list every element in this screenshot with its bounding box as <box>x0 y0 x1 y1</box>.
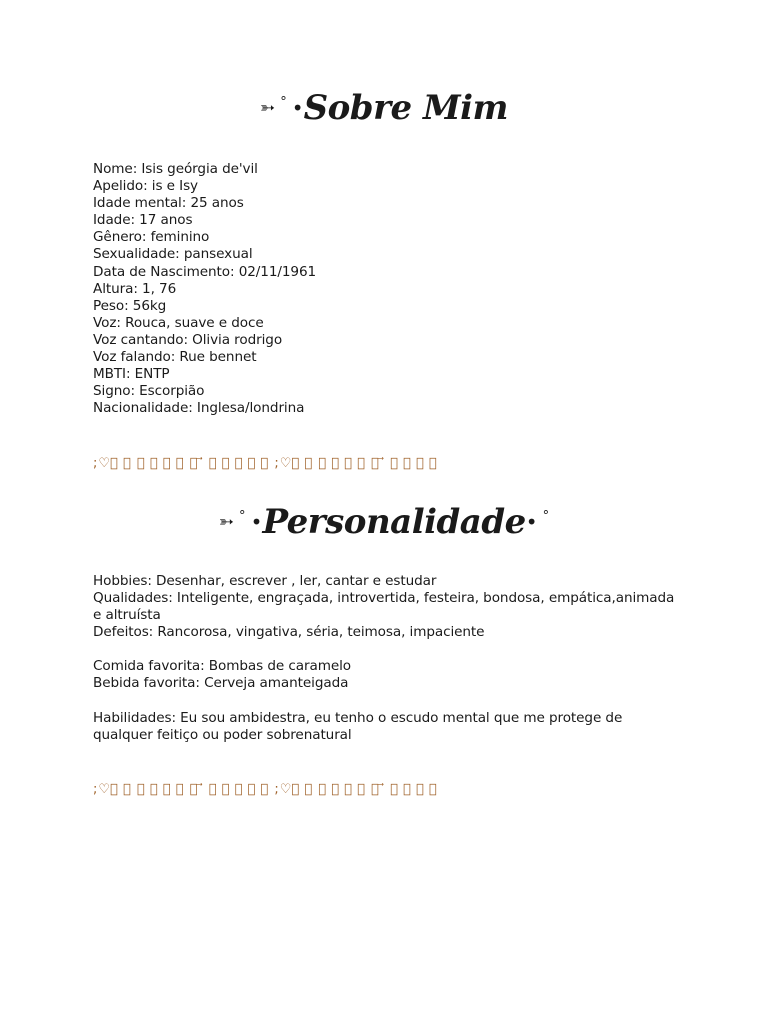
ring-icon: ° <box>239 509 246 525</box>
info-gender: Gênero: feminino <box>93 229 210 246</box>
info-speaking-voice: Voz falando: Rue bennet <box>93 349 257 366</box>
info-sexuality: Sexualidade: pansexual <box>93 246 253 263</box>
personality-food: Comida favorita: Bombas de caramelo <box>93 658 351 675</box>
about-title: Sobre Mim <box>303 88 508 128</box>
info-mbti: MBTI: ENTP <box>93 366 170 383</box>
info-age: Idade: 17 anos <box>93 212 193 229</box>
decorative-divider: ;♡⃕ ⃞ ﹐ ⃞ ⃞ ⃞ ﹒ ⃗ ⸝ ⃞ ⃞ ⃞ ⃞ ;♡⃕ ⃞ ﹐ ⃞ ⃞ ⃞ ﹒ ⃗ ⸝ ⃞ ⃞ ⃞ <box>93 456 438 471</box>
personality-abilities: Habilidades: Eu sou ambidestra, eu tenho o escudo mental que me protege de qualquer feitiço ou poder sobrenatural <box>93 709 623 743</box>
ring-icon: ° <box>280 95 287 111</box>
about-heading <box>0 88 768 128</box>
info-voice: Voz: Rouca, suave e doce <box>93 314 264 331</box>
spacer <box>93 693 683 710</box>
info-weight: Peso: 56kg <box>93 297 167 314</box>
info-birthdate: Data de Nascimento: 02/11/1961 <box>93 263 317 280</box>
info-mental-age: Idade mental: 25 anos <box>93 195 244 212</box>
ring-icon: ° <box>542 509 550 525</box>
personality-title: Personalidade <box>262 502 526 542</box>
arrow-icon: ➳ <box>218 511 234 533</box>
personality-drink: Bebida favorita: Cerveja amanteigada <box>93 675 349 692</box>
spacer <box>93 641 683 658</box>
dot-icon: • <box>291 96 304 120</box>
arrow-icon: ➳ <box>260 97 276 119</box>
personality-defects: Defeitos: Rancorosa, vingativa, séria, teimosa, impaciente <box>93 624 485 641</box>
info-nickname: Apelido: is e Isy <box>93 178 198 195</box>
personality-qualities: Qualidades: Inteligente, engraçada, introvertida, festeira, bondosa, empática,animada e altruísta <box>93 590 675 624</box>
info-nationality: Nacionalidade: Inglesa/londrina <box>93 400 305 417</box>
personality-heading <box>0 502 768 542</box>
info-name: Nome: Isis geórgia de'vil <box>93 161 258 177</box>
info-singing-voice: Voz cantando: Olivia rodrigo <box>93 331 283 348</box>
dot-icon: • <box>250 510 263 534</box>
decorative-divider: ;♡⃕ ⃞ ﹐ ⃞ ⃞ ⃞ ﹒ ⃗ ⸝ ⃞ ⃞ ⃞ ⃞ ;♡⃕ ⃞ ﹐ ⃞ ⃞ ⃞ ﹒ ⃗ ⸝ ⃞ ⃞ ⃞ <box>93 782 438 797</box>
dot-icon: • <box>525 510 538 534</box>
info-height: Altura: 1, 76 <box>93 280 177 297</box>
personality-hobbies: Hobbies: Desenhar, escrever , ler, cantar e estudar <box>93 573 437 589</box>
info-list <box>93 161 683 417</box>
info-sign: Signo: Escorpião <box>93 383 205 400</box>
personality-list <box>93 573 683 744</box>
